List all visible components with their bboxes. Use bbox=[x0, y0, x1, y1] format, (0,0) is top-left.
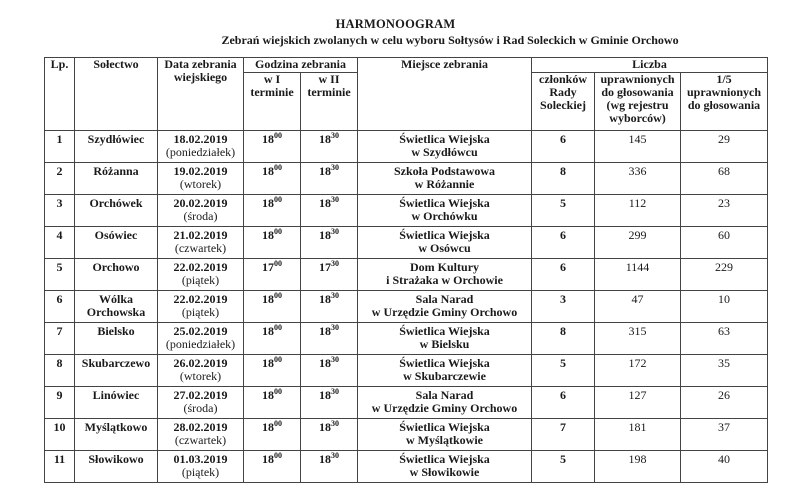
place-line-1: Sala Narad bbox=[415, 388, 474, 402]
cell-time-second bbox=[301, 387, 358, 419]
time-second-minutes: 30 bbox=[331, 195, 339, 204]
row-number: 9 bbox=[56, 388, 63, 402]
place-line-1: Świetlica Wiejska bbox=[399, 132, 490, 146]
place-line-1: Świetlica Wiejska bbox=[399, 324, 490, 338]
cell-members bbox=[532, 195, 595, 227]
place-line-1: Sala Narad bbox=[415, 292, 474, 306]
members-count: 6 bbox=[560, 228, 567, 242]
eligible-count: 198 bbox=[628, 452, 647, 466]
time-first-hour: 18 bbox=[262, 324, 274, 338]
village-name: Orchowo bbox=[92, 260, 140, 274]
cell-members bbox=[532, 163, 595, 195]
header-place: Miejsce zebrania bbox=[358, 58, 532, 131]
header-time-second: w II terminie bbox=[301, 73, 358, 131]
cell-time-first bbox=[244, 419, 301, 451]
table-row bbox=[45, 259, 768, 291]
meeting-weekday: (wtorek) bbox=[179, 369, 222, 383]
place-line-1: Dom Kultury bbox=[410, 260, 480, 274]
cell-fifth bbox=[681, 195, 768, 227]
row-number: 1 bbox=[56, 132, 63, 146]
cell-members bbox=[532, 323, 595, 355]
meeting-date: 18.02.2019 bbox=[173, 132, 228, 146]
time-first-minutes: 00 bbox=[274, 195, 282, 204]
cell-time-first bbox=[244, 131, 301, 163]
meeting-date: 27.02.2019 bbox=[173, 388, 228, 402]
cell-time-first bbox=[244, 291, 301, 323]
cell-date bbox=[158, 131, 244, 163]
cell-eligible bbox=[595, 131, 681, 163]
cell-members bbox=[532, 419, 595, 451]
cell-solectwo bbox=[75, 131, 158, 163]
village-name: Linówiec bbox=[92, 388, 140, 402]
meeting-date: 26.02.2019 bbox=[173, 356, 228, 370]
cell-lp bbox=[45, 451, 75, 483]
meeting-weekday: (środa) bbox=[183, 209, 218, 223]
meeting-weekday: (piątek) bbox=[181, 465, 220, 479]
cell-fifth bbox=[681, 419, 768, 451]
cell-eligible bbox=[595, 291, 681, 323]
cell-time-first bbox=[244, 227, 301, 259]
row-number: 6 bbox=[56, 292, 63, 306]
header-time: Godzina zebrania bbox=[244, 58, 358, 73]
table-row bbox=[45, 323, 768, 355]
cell-place bbox=[358, 227, 532, 259]
time-first-minutes: 00 bbox=[274, 227, 282, 236]
fifth-count: 40 bbox=[718, 452, 731, 466]
time-second-minutes: 30 bbox=[331, 451, 339, 460]
cell-place bbox=[358, 387, 532, 419]
header-solectwo: Sołectwo bbox=[75, 58, 158, 131]
cell-place bbox=[358, 419, 532, 451]
meeting-weekday: (poniedziałek) bbox=[165, 145, 236, 159]
meeting-weekday: (środa) bbox=[183, 401, 218, 415]
fifth-count: 10 bbox=[718, 292, 731, 306]
place-line-1: Świetlica Wiejska bbox=[399, 420, 490, 434]
meeting-weekday: (poniedziałek) bbox=[165, 337, 236, 351]
members-count: 6 bbox=[560, 260, 567, 274]
time-first-hour: 17 bbox=[262, 260, 274, 274]
cell-fifth bbox=[681, 323, 768, 355]
members-count: 5 bbox=[560, 356, 567, 370]
cell-date bbox=[158, 387, 244, 419]
place-line-1: Świetlica Wiejska bbox=[399, 452, 490, 466]
cell-place bbox=[358, 323, 532, 355]
place-line-2: w Osówcu bbox=[418, 241, 471, 255]
row-number: 4 bbox=[56, 228, 63, 242]
cell-members bbox=[532, 355, 595, 387]
cell-lp bbox=[45, 419, 75, 451]
cell-date bbox=[158, 355, 244, 387]
eligible-count: 315 bbox=[628, 324, 647, 338]
cell-eligible bbox=[595, 355, 681, 387]
cell-date bbox=[158, 451, 244, 483]
eligible-count: 145 bbox=[628, 132, 647, 146]
meeting-date: 22.02.2019 bbox=[173, 260, 228, 274]
time-first-hour: 18 bbox=[262, 292, 274, 306]
cell-lp bbox=[45, 163, 75, 195]
time-first-hour: 18 bbox=[262, 164, 274, 178]
time-first-minutes: 00 bbox=[274, 131, 282, 140]
time-second-hour: 18 bbox=[319, 164, 331, 178]
row-number: 7 bbox=[56, 324, 63, 338]
cell-date bbox=[158, 259, 244, 291]
header-eligible: uprawnionych do głosowania (wg rejestru wyborców) bbox=[595, 73, 681, 131]
village-name: Słowikowo bbox=[88, 452, 144, 466]
cell-eligible bbox=[595, 163, 681, 195]
cell-time-second bbox=[301, 323, 358, 355]
members-count: 5 bbox=[560, 452, 567, 466]
cell-fifth bbox=[681, 291, 768, 323]
eligible-count: 127 bbox=[628, 388, 647, 402]
table-row bbox=[45, 355, 768, 387]
time-first-hour: 18 bbox=[262, 420, 274, 434]
fifth-count: 23 bbox=[718, 196, 731, 210]
cell-time-second bbox=[301, 131, 358, 163]
members-count: 5 bbox=[560, 196, 567, 210]
header-count: Liczba bbox=[532, 58, 768, 73]
place-line-2: w Urzędzie Gminy Orchowo bbox=[371, 305, 518, 319]
cell-time-second bbox=[301, 195, 358, 227]
meeting-date: 20.02.2019 bbox=[173, 196, 228, 210]
cell-time-second bbox=[301, 451, 358, 483]
fifth-count: 63 bbox=[718, 324, 731, 338]
time-second-hour: 18 bbox=[319, 228, 331, 242]
cell-lp bbox=[45, 131, 75, 163]
cell-eligible bbox=[595, 451, 681, 483]
header-fifth: 1/5 uprawnionych do głosowania bbox=[681, 73, 768, 131]
time-second-hour: 18 bbox=[319, 196, 331, 210]
row-number: 2 bbox=[56, 164, 63, 178]
place-line-2: w Urzędzie Gminy Orchowo bbox=[371, 401, 518, 415]
time-second-minutes: 30 bbox=[331, 387, 339, 396]
time-second-minutes: 30 bbox=[331, 323, 339, 332]
schedule-table bbox=[44, 57, 768, 483]
cell-place bbox=[358, 451, 532, 483]
cell-fifth bbox=[681, 355, 768, 387]
cell-fifth bbox=[681, 387, 768, 419]
cell-lp bbox=[45, 355, 75, 387]
table-row bbox=[45, 163, 768, 195]
place-line-2: w Bielsku bbox=[419, 337, 470, 351]
cell-fifth bbox=[681, 259, 768, 291]
cell-eligible bbox=[595, 227, 681, 259]
table-row bbox=[45, 291, 768, 323]
meeting-date: 28.02.2019 bbox=[173, 420, 228, 434]
fifth-count: 68 bbox=[718, 164, 731, 178]
members-count: 7 bbox=[560, 420, 567, 434]
cell-fifth bbox=[681, 227, 768, 259]
table-row bbox=[45, 419, 768, 451]
members-count: 3 bbox=[560, 292, 567, 306]
cell-date bbox=[158, 195, 244, 227]
meeting-weekday: (piątek) bbox=[181, 273, 220, 287]
table-row bbox=[45, 195, 768, 227]
cell-solectwo bbox=[75, 355, 158, 387]
place-line-2: w Skubarczewie bbox=[403, 369, 486, 383]
row-number: 3 bbox=[56, 196, 63, 210]
village-name: Szydłówiec bbox=[87, 132, 145, 146]
meeting-weekday: (czwartek) bbox=[174, 433, 227, 447]
time-first-hour: 18 bbox=[262, 356, 274, 370]
cell-time-first bbox=[244, 195, 301, 227]
header-date: Data zebrania wiejskiego bbox=[158, 58, 244, 131]
eligible-count: 299 bbox=[628, 228, 647, 242]
row-number: 8 bbox=[56, 356, 63, 370]
place-line-1: Świetlica Wiejska bbox=[399, 356, 490, 370]
cell-time-second bbox=[301, 419, 358, 451]
place-line-2: w Myślątkowie bbox=[406, 433, 484, 447]
cell-time-second bbox=[301, 163, 358, 195]
village-name: Orchówek bbox=[89, 196, 143, 210]
time-second-hour: 18 bbox=[319, 132, 331, 146]
cell-fifth bbox=[681, 163, 768, 195]
time-first-hour: 18 bbox=[262, 196, 274, 210]
time-second-hour: 18 bbox=[319, 292, 331, 306]
time-first-hour: 18 bbox=[262, 228, 274, 242]
cell-place bbox=[358, 131, 532, 163]
fifth-count: 37 bbox=[718, 420, 731, 434]
meeting-weekday: (wtorek) bbox=[179, 177, 222, 191]
cell-time-second bbox=[301, 259, 358, 291]
cell-solectwo bbox=[75, 323, 158, 355]
time-second-minutes: 30 bbox=[331, 163, 339, 172]
cell-members bbox=[532, 131, 595, 163]
time-first-minutes: 00 bbox=[274, 419, 282, 428]
cell-solectwo bbox=[75, 227, 158, 259]
cell-solectwo bbox=[75, 291, 158, 323]
place-line-2: w Słowikowie bbox=[409, 465, 480, 479]
fifth-count: 229 bbox=[715, 260, 734, 274]
time-first-minutes: 00 bbox=[274, 163, 282, 172]
time-second-minutes: 30 bbox=[331, 227, 339, 236]
cell-date bbox=[158, 163, 244, 195]
cell-lp bbox=[45, 195, 75, 227]
eligible-count: 47 bbox=[631, 292, 644, 306]
cell-lp bbox=[45, 291, 75, 323]
time-first-minutes: 00 bbox=[274, 355, 282, 364]
eligible-count: 172 bbox=[628, 356, 647, 370]
meeting-date: 22.02.2019 bbox=[173, 292, 228, 306]
cell-fifth bbox=[681, 131, 768, 163]
table-row bbox=[45, 131, 768, 163]
cell-fifth bbox=[681, 451, 768, 483]
place-line-1: Szkoła Podstawowa bbox=[394, 164, 496, 178]
cell-time-first bbox=[244, 259, 301, 291]
time-second-hour: 18 bbox=[319, 388, 331, 402]
eligible-count: 336 bbox=[628, 164, 647, 178]
meeting-weekday: (czwartek) bbox=[174, 241, 227, 255]
table-row bbox=[45, 227, 768, 259]
cell-eligible bbox=[595, 195, 681, 227]
cell-time-first bbox=[244, 451, 301, 483]
cell-members bbox=[532, 451, 595, 483]
fifth-count: 60 bbox=[718, 228, 731, 242]
header-members: członków Rady Soleckiej bbox=[532, 73, 595, 131]
place-line-1: Świetlica Wiejska bbox=[399, 228, 490, 242]
time-first-minutes: 00 bbox=[274, 259, 282, 268]
cell-eligible bbox=[595, 323, 681, 355]
meeting-weekday: (piątek) bbox=[181, 305, 220, 319]
members-count: 6 bbox=[560, 132, 567, 146]
time-second-minutes: 30 bbox=[331, 355, 339, 364]
document-subtitle: Zebrań wiejskich zwolanych w celu wyboru Sołtysów i Rad Soleckich w Gminie Orchowo bbox=[221, 33, 679, 47]
time-first-hour: 18 bbox=[262, 388, 274, 402]
cell-lp bbox=[45, 227, 75, 259]
cell-time-first bbox=[244, 163, 301, 195]
cell-date bbox=[158, 419, 244, 451]
cell-eligible bbox=[595, 259, 681, 291]
time-second-hour: 18 bbox=[319, 452, 331, 466]
time-second-minutes: 30 bbox=[331, 419, 339, 428]
cell-solectwo bbox=[75, 451, 158, 483]
village-name: Wólka Orchowska bbox=[86, 292, 146, 319]
row-number: 10 bbox=[53, 420, 66, 434]
fifth-count: 26 bbox=[718, 388, 731, 402]
cell-lp bbox=[45, 259, 75, 291]
eligible-count: 1144 bbox=[625, 260, 650, 274]
fifth-count: 29 bbox=[718, 132, 731, 146]
cell-solectwo bbox=[75, 163, 158, 195]
cell-members bbox=[532, 259, 595, 291]
cell-place bbox=[358, 163, 532, 195]
cell-time-first bbox=[244, 355, 301, 387]
time-first-hour: 18 bbox=[262, 452, 274, 466]
village-name: Różanna bbox=[93, 164, 139, 178]
eligible-count: 112 bbox=[628, 196, 647, 210]
cell-date bbox=[158, 323, 244, 355]
row-number: 11 bbox=[53, 452, 66, 466]
members-count: 6 bbox=[560, 388, 567, 402]
village-name: Bielsko bbox=[97, 324, 135, 338]
cell-time-first bbox=[244, 323, 301, 355]
cell-solectwo bbox=[75, 419, 158, 451]
cell-place bbox=[358, 259, 532, 291]
place-line-2: w Szydłówcu bbox=[411, 145, 478, 159]
village-name: Osówiec bbox=[94, 228, 138, 242]
cell-solectwo bbox=[75, 387, 158, 419]
header-lp: Lp. bbox=[45, 58, 75, 131]
time-second-minutes: 30 bbox=[331, 291, 339, 300]
cell-members bbox=[532, 291, 595, 323]
cell-time-second bbox=[301, 227, 358, 259]
header-time-first: w I terminie bbox=[244, 73, 301, 131]
cell-eligible bbox=[595, 387, 681, 419]
time-second-hour: 18 bbox=[319, 356, 331, 370]
meeting-date: 25.02.2019 bbox=[173, 324, 228, 338]
time-second-minutes: 30 bbox=[331, 131, 339, 140]
cell-members bbox=[532, 227, 595, 259]
cell-place bbox=[358, 291, 532, 323]
cell-lp bbox=[45, 387, 75, 419]
cell-solectwo bbox=[75, 195, 158, 227]
meeting-date: 21.02.2019 bbox=[173, 228, 228, 242]
time-second-hour: 18 bbox=[319, 324, 331, 338]
fifth-count: 35 bbox=[718, 356, 731, 370]
cell-members bbox=[532, 387, 595, 419]
eligible-count: 181 bbox=[628, 420, 647, 434]
time-first-minutes: 00 bbox=[274, 323, 282, 332]
meeting-date: 19.02.2019 bbox=[173, 164, 228, 178]
village-name: Myślątkowo bbox=[84, 420, 148, 434]
time-second-minutes: 30 bbox=[331, 259, 339, 268]
cell-time-second bbox=[301, 291, 358, 323]
time-second-hour: 18 bbox=[319, 420, 331, 434]
cell-time-second bbox=[301, 355, 358, 387]
place-line-1: Świetlica Wiejska bbox=[399, 196, 490, 210]
document-title: HARMONOOGRAM bbox=[335, 17, 456, 31]
cell-place bbox=[358, 355, 532, 387]
time-first-minutes: 00 bbox=[274, 387, 282, 396]
time-first-minutes: 00 bbox=[274, 291, 282, 300]
cell-eligible bbox=[595, 419, 681, 451]
cell-date bbox=[158, 291, 244, 323]
cell-lp bbox=[45, 323, 75, 355]
cell-solectwo bbox=[75, 259, 158, 291]
time-first-minutes: 00 bbox=[274, 451, 282, 460]
time-second-hour: 17 bbox=[319, 260, 331, 274]
place-line-2: i Strażaka w Orchowie bbox=[386, 273, 503, 287]
table-row bbox=[45, 387, 768, 419]
place-line-2: w Orchówku bbox=[411, 209, 478, 223]
members-count: 8 bbox=[560, 324, 567, 338]
time-first-hour: 18 bbox=[262, 132, 274, 146]
cell-date bbox=[158, 227, 244, 259]
table-row bbox=[45, 451, 768, 483]
cell-place bbox=[358, 195, 532, 227]
members-count: 8 bbox=[560, 164, 567, 178]
meeting-date: 01.03.2019 bbox=[173, 452, 228, 466]
row-number: 5 bbox=[56, 260, 63, 274]
place-line-2: w Różannie bbox=[414, 177, 475, 191]
cell-time-first bbox=[244, 387, 301, 419]
village-name: Skubarczewo bbox=[81, 356, 151, 370]
